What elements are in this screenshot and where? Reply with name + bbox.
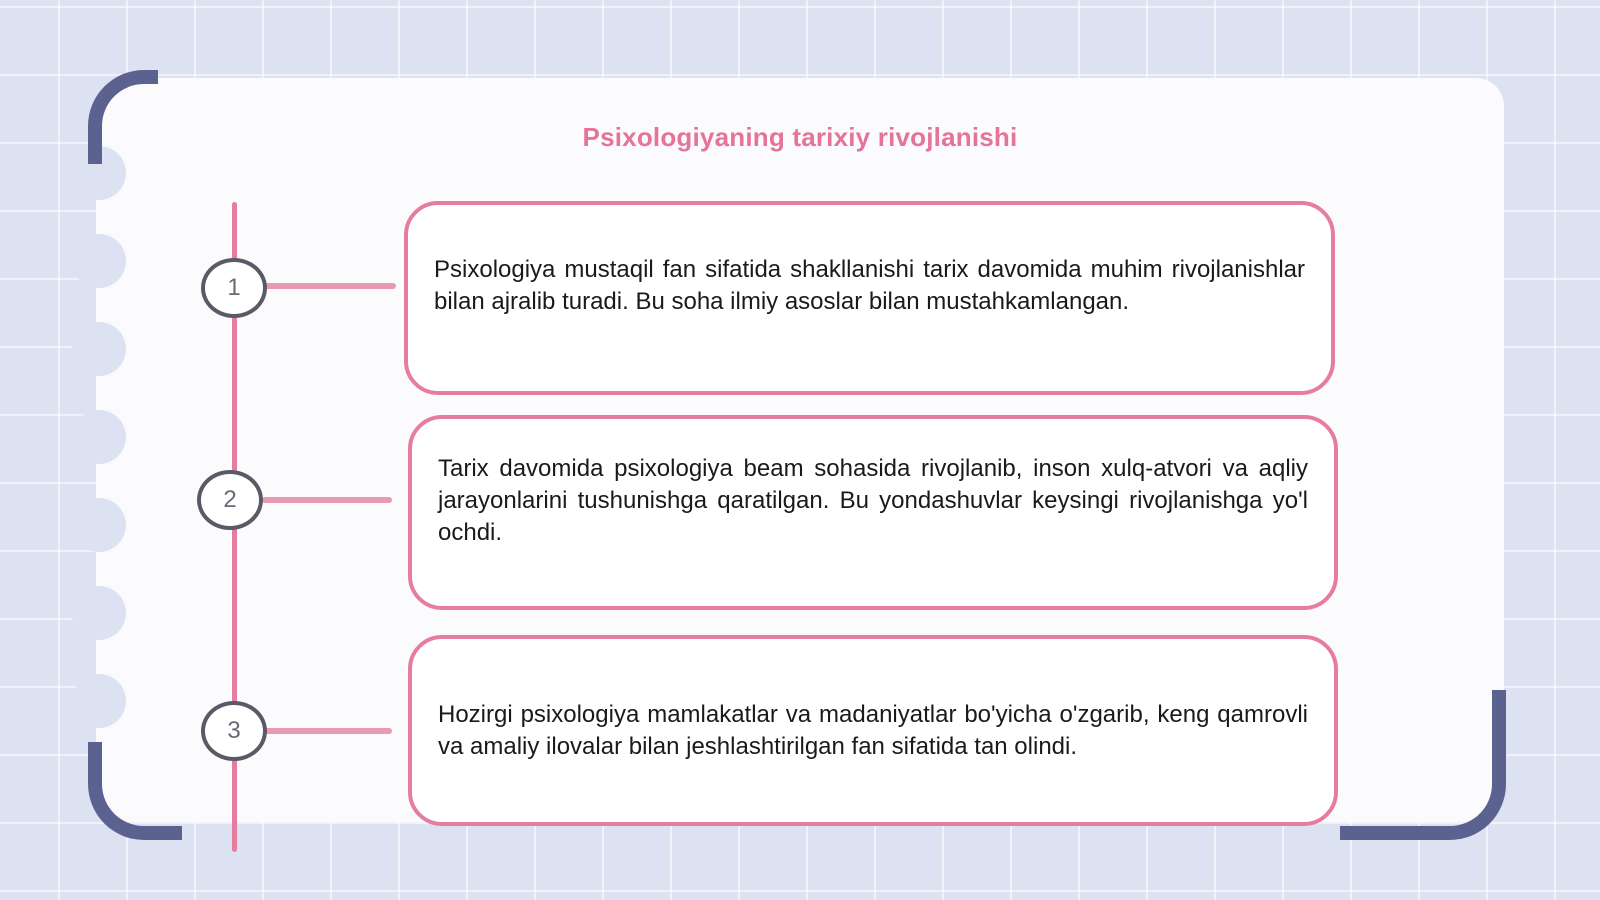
frame-corner-bottom-left xyxy=(88,742,182,840)
card-notch xyxy=(72,674,126,728)
step-description: Hozirgi psixologiya mamlakatlar va madaniyatlar bo'yicha o'zgarib, keng qamrovli va amaliy ilovalar bilan jeshlashtirilgan fan sifatida tan olindi. xyxy=(438,700,1308,760)
timeline-connector xyxy=(262,497,392,503)
step-description: Psixologiya mustaqil fan sifatida shakllanishi tarix davomida muhim rivojlanishlar bilan ajralib turadi. Bu soha ilmiy asoslar bilan mustahkamlangan. xyxy=(434,256,1305,315)
card-notch xyxy=(72,498,126,552)
step-card xyxy=(408,415,1338,610)
timeline-connector xyxy=(264,283,396,289)
step-description: Tarix davomida psixologiya beam sohasida rivojlanib, inson xulq-atvori va aqliy jarayonlarini tushunishga qaratilgan. Bu yondashuvlar keysingi rivojlanishga yo'l ochdi. xyxy=(438,454,1308,546)
step-number-badge: 1 xyxy=(201,258,267,318)
slide-title: Psixologiyaning tarixiy rivojlanishi xyxy=(582,122,1018,152)
step-card xyxy=(408,635,1338,826)
card-notch xyxy=(72,322,126,376)
step-number-badge: 2 xyxy=(197,470,263,530)
step-card xyxy=(404,201,1335,395)
timeline-connector xyxy=(264,728,392,734)
card-notch xyxy=(72,410,126,464)
step-number-badge: 3 xyxy=(201,701,267,761)
frame-corner-bottom-right xyxy=(1340,690,1506,840)
card-notch xyxy=(72,234,126,288)
card-notch xyxy=(72,586,126,640)
